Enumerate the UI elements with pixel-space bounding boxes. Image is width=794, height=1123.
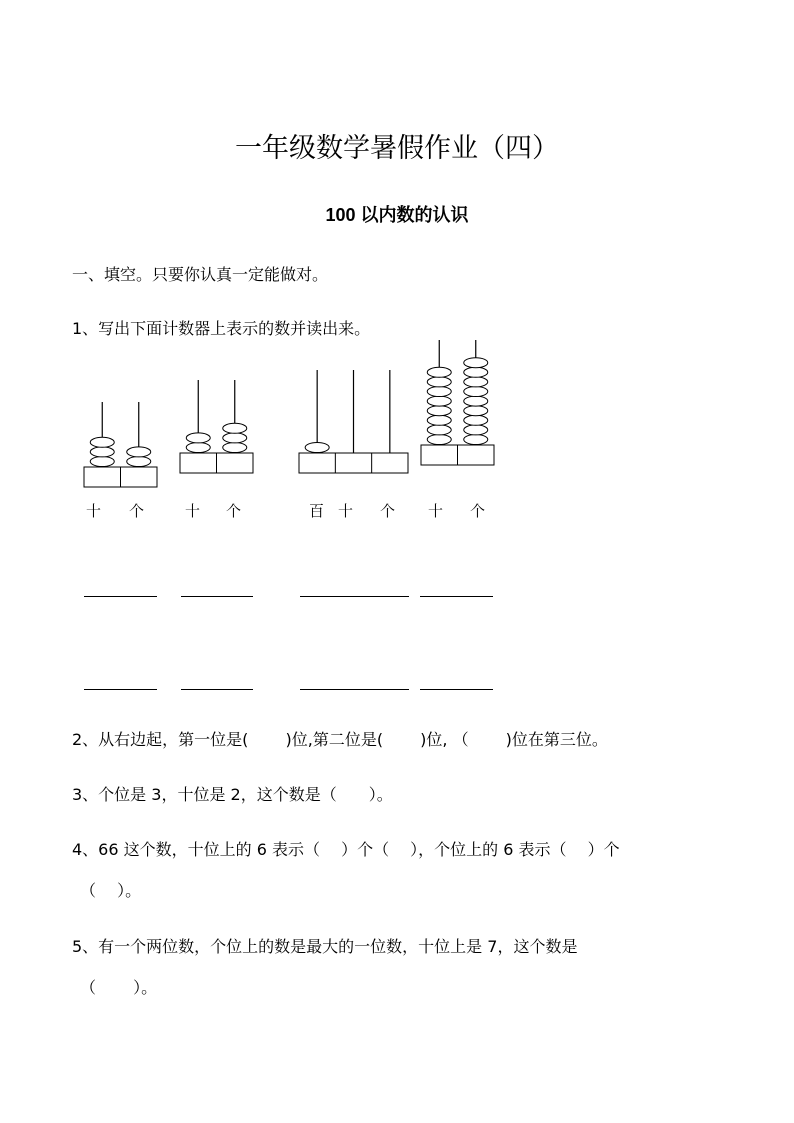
abacus-4-bead — [427, 367, 451, 377]
abacus-4-bead — [427, 435, 451, 445]
abacus-4-bead — [464, 406, 488, 416]
abacus-3-label-tens: 十 — [338, 502, 354, 520]
question-5-line-1: 5、有一个两位数，个位上的数是最大的一位数，十位上是 7，这个数是 — [72, 937, 578, 956]
abacus-2-bead — [223, 443, 247, 453]
abacus-4-bead — [464, 367, 488, 377]
abacus-3-label-hundreds: 百 — [309, 502, 325, 520]
answer-line-number-1[interactable] — [84, 596, 157, 597]
abacus-1-label-tens: 十 — [86, 502, 102, 520]
abacus-1-bead — [90, 457, 114, 467]
abacus-4-bead — [427, 425, 451, 435]
abacus-2-label-ones: 个 — [226, 502, 242, 520]
answer-line-reading-1[interactable] — [84, 689, 157, 690]
abacus-1-bead — [90, 447, 114, 457]
answer-line-reading-3[interactable] — [300, 689, 409, 690]
answer-line-reading-2[interactable] — [181, 689, 253, 690]
section-heading: 一、填空。只要你认真一定能做对。 — [72, 265, 329, 284]
question-1-text: 1、写出下面计数器上表示的数并读出来。 — [72, 319, 371, 338]
page-title: 一年级数学暑假作业（四） — [235, 133, 559, 164]
page-subtitle: 100 以内数的认识 — [325, 205, 469, 225]
question-3-text: 3、个位是 3，十位是 2，这个数是（ ）。 — [72, 785, 393, 804]
abacus-2-bead — [223, 423, 247, 433]
abacus-4-bead — [464, 377, 488, 387]
abacus-4-bead — [464, 387, 488, 397]
abacus-4-bead — [427, 396, 451, 406]
abacus-1-label-ones: 个 — [129, 502, 145, 520]
abacus-4-bead — [464, 435, 488, 445]
answer-line-number-2[interactable] — [181, 596, 253, 597]
abacus-4-bead — [464, 425, 488, 435]
abacus-3-bead — [305, 443, 329, 453]
abacus-4-bead — [427, 377, 451, 387]
abacus-4-bead — [427, 415, 451, 425]
abacus-2-bead — [186, 433, 210, 443]
abacus-4-bead — [464, 358, 488, 368]
abacus-4-label-ones: 个 — [470, 502, 486, 520]
answer-line-reading-4[interactable] — [420, 689, 493, 690]
abacus-3-frame — [299, 453, 408, 473]
abacus-2-bead — [223, 433, 247, 443]
question-4-line-1: 4、66 这个数，十位上的 6 表示（ ）个（ ），个位上的 6 表示（ ）个 — [72, 840, 620, 859]
answer-line-number-3[interactable] — [300, 596, 409, 597]
abacus-4-bead — [427, 406, 451, 416]
abacus-4-bead — [464, 396, 488, 406]
abacus-2-label-tens: 十 — [185, 502, 201, 520]
question-2-text: 2、从右边起，第一位是( )位,第二位是( )位, （ )位在第三位。 — [72, 730, 608, 749]
abacus-figures — [0, 330, 794, 500]
abacus-1-bead — [127, 457, 151, 467]
answer-line-number-4[interactable] — [420, 596, 493, 597]
question-4-line-2: （ ）。 — [80, 881, 142, 900]
abacus-2-bead — [186, 443, 210, 453]
abacus-3-label-ones: 个 — [380, 502, 396, 520]
abacus-1-bead — [127, 447, 151, 457]
question-5-line-2: （ ）。 — [80, 978, 158, 997]
abacus-1-bead — [90, 437, 114, 447]
abacus-4-bead — [464, 415, 488, 425]
abacus-4-label-tens: 十 — [428, 502, 444, 520]
abacus-4-bead — [427, 387, 451, 397]
